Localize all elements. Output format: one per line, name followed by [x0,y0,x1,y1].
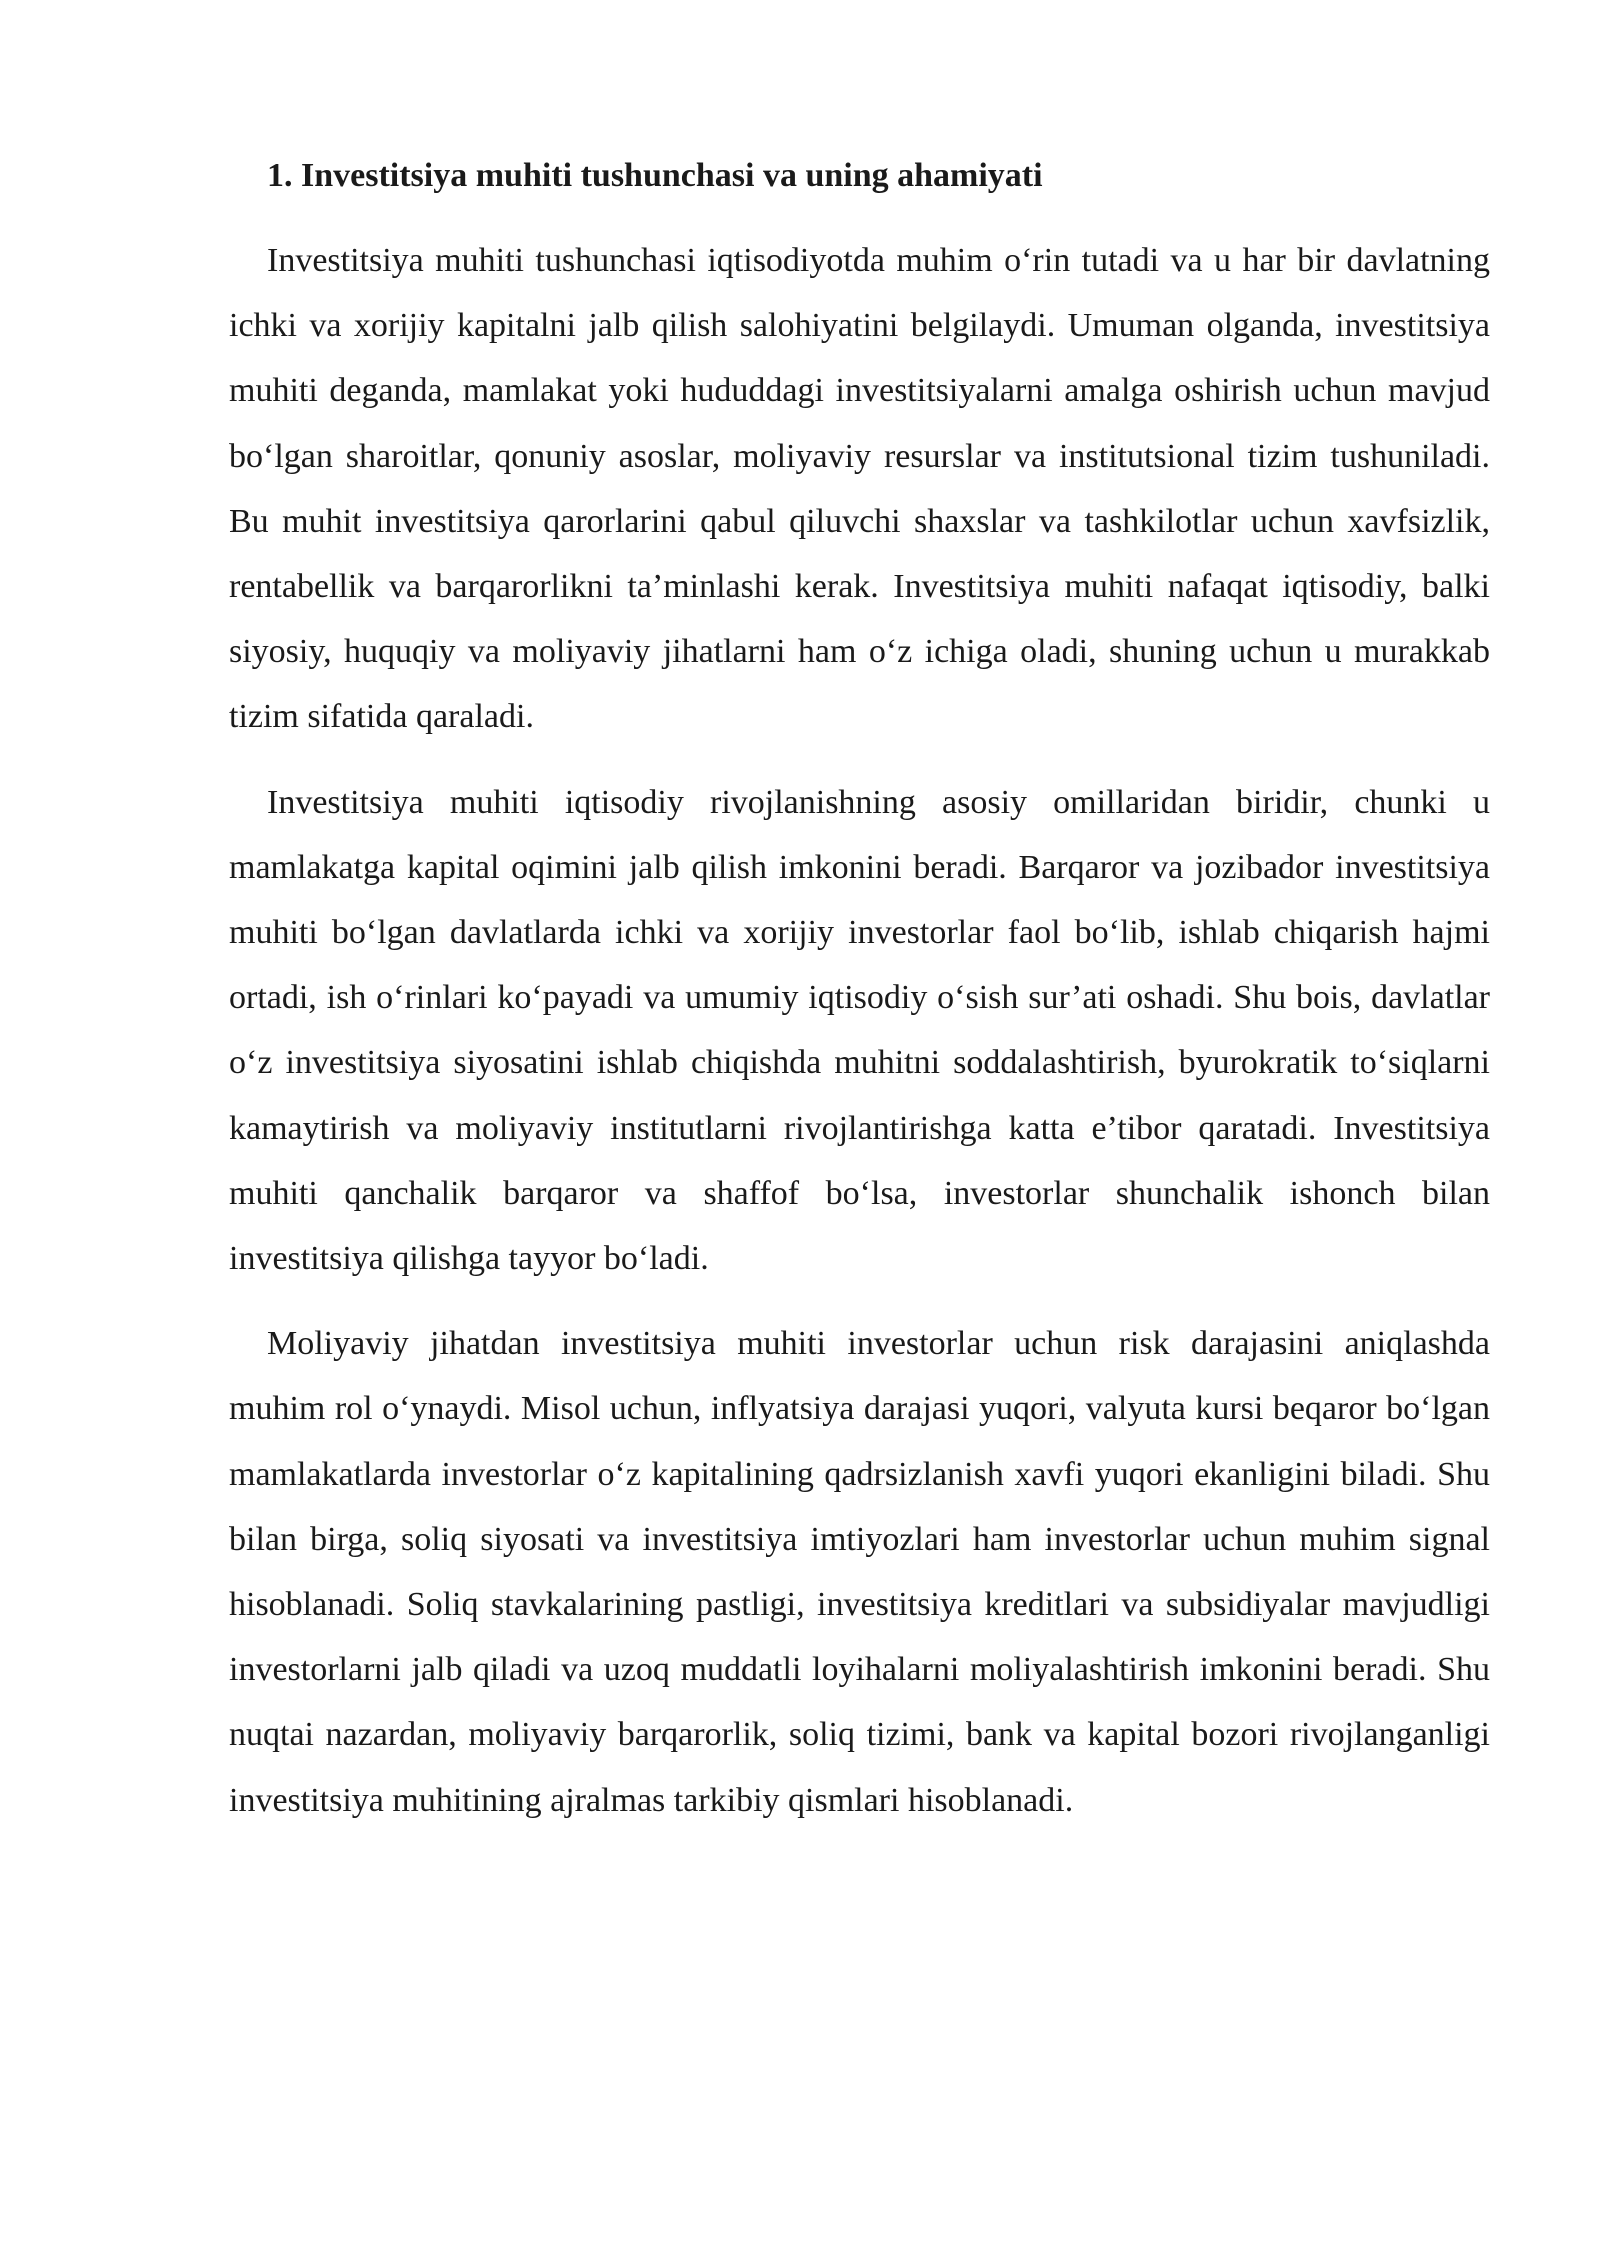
paragraph-3: Moliyaviy jihatdan investitsiya muhiti investorlar uchun risk darajasini aniqlashda muhim rol o‘ynaydi. Misol uchun, inflyatsiya darajasi yuqori, valyuta kursi beqaror bo‘lgan mamlakatlarda investorlar o‘z kapitalining qadrsizlanish xavfi yuqori ekanligini biladi. Shu bilan birga, soliq siyosati va investitsiya imtiyozlari ham investorlar uchun muhim signal hisoblanadi. Soliq stavkalarining pastligi, investitsiya kreditlari va subsidiyalar mavjudligi investorlarni jalb qiladi va uzoq muddatli loyihalarni moliyalashtirish imkonini beradi. Shu nuqtai nazardan, moliyaviy barqarorlik, soliq tizimi, bank va kapital bozori rivojlanganligi investitsiya muhitining ajralmas tarkibiy qismlari hisoblanadi. [229,1325,1490,1819]
section-heading: 1. Investitsiya muhiti tushunchasi va uning ahamiyati [267,157,1043,194]
paragraph-1: Investitsiya muhiti tushunchasi iqtisodiyotda muhim o‘rin tutadi va u har bir davlatning ichki va xorijiy kapitalni jalb qilish salohiyatini belgilaydi. Umuman olganda, investitsiya muhiti deganda, mamlakat yoki hududdagi investitsiyalarni amalga oshirish uchun mavjud bo‘lgan sharoitlar, qonuniy asoslar, moliyaviy resurslar va institutsional tizim tushuniladi. Bu muhit investitsiya qarorlarini qabul qiluvchi shaxslar va tashkilotlar uchun xavfsizlik, rentabellik va barqarorlikni ta’minlashi kerak. Investitsiya muhiti nafaqat iqtisodiy, balki siyosiy, huquqiy va moliyaviy jihatlarni ham o‘z ichiga oladi, shuning uchun u murakkab tizim sifatida qaraladi. [229,242,1490,736]
document-page [229,150,1490,1853]
paragraph-2: Investitsiya muhiti iqtisodiy rivojlanishning asosiy omillaridan biridir, chunki u mamlakatga kapital oqimini jalb qilish imkonini beradi. Barqaror va jozibador investitsiya muhiti bo‘lgan davlatlarda ichki va xorijiy investorlar faol bo‘lib, ishlab chiqarish hajmi ortadi, ish o‘rinlari ko‘payadi va umumiy iqtisodiy o‘sish sur’ati oshadi. Shu bois, davlatlar o‘z investitsiya siyosatini ishlab chiqishda muhitni soddalashtirish, byurokratik to‘siqlarni kamaytirish va moliyaviy institutlarni rivojlantirishga katta e’tibor qaratadi. Investitsiya muhiti qanchalik barqaror va shaffof bo‘lsa, investorlar shunchalik ishonch bilan investitsiya qilishga tayyor bo‘ladi. [229,783,1490,1278]
